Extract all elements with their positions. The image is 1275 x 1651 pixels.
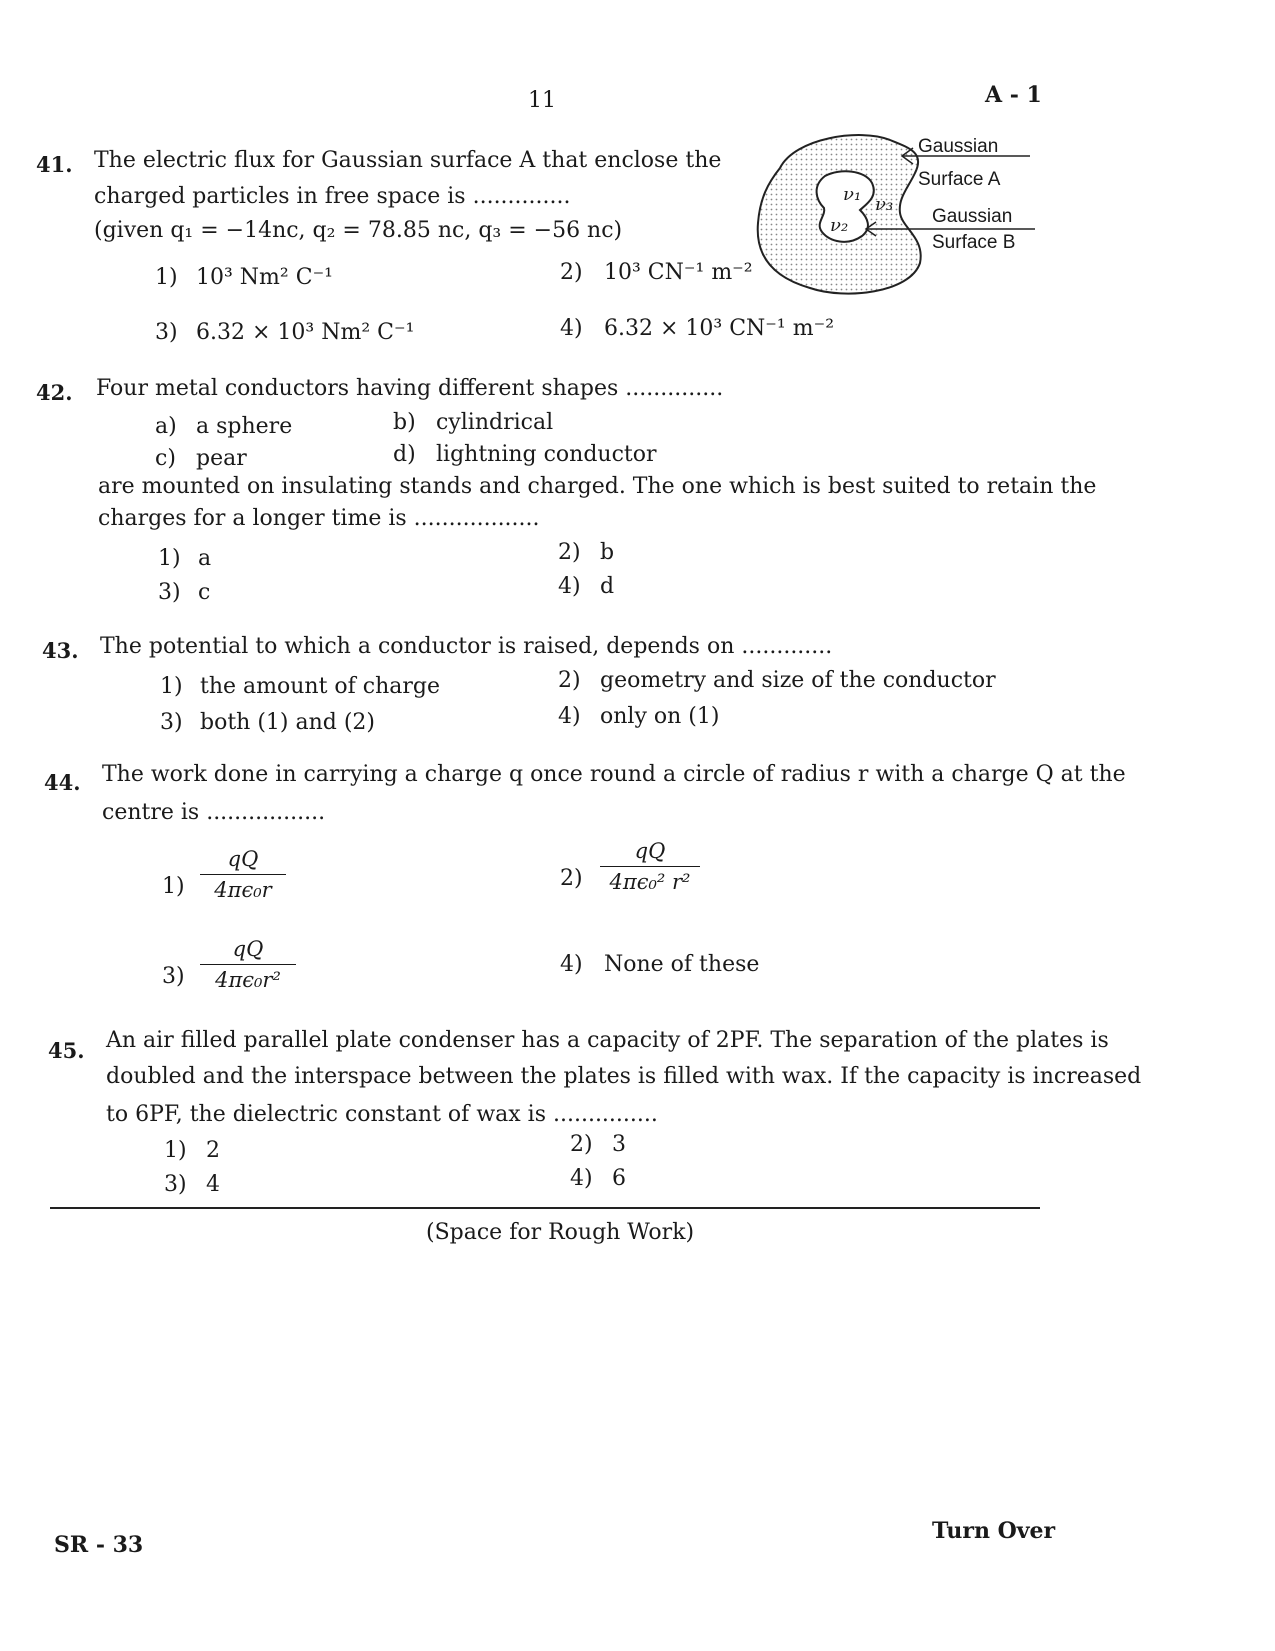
series-code: A - 1 <box>985 82 1042 108</box>
option-2: b <box>600 540 615 565</box>
option-number: 4) <box>558 574 581 599</box>
question-number: 41. <box>36 152 73 177</box>
option-4: only on (1) <box>600 704 720 729</box>
option-number: 1) <box>164 1138 187 1163</box>
option-2: geometry and size of the conductor <box>600 668 996 693</box>
option-number: 2) <box>558 540 581 565</box>
option-number: 3) <box>160 710 183 735</box>
question-text: to 6PF, the dielectric constant of wax is ............... <box>106 1102 658 1127</box>
option-2: 3 <box>612 1132 626 1157</box>
option-1: 2 <box>206 1138 220 1163</box>
question-number: 45. <box>48 1038 85 1063</box>
label-gaussian-a: Gaussian <box>918 136 999 157</box>
charge-3-label: ν₃ <box>875 194 894 215</box>
option-3: both (1) and (2) <box>200 710 376 735</box>
option-2-fraction <box>600 836 700 897</box>
question-number: 43. <box>42 638 79 663</box>
question-text: charged particles in free space is .............. <box>94 184 571 209</box>
option-1-fraction <box>200 844 286 905</box>
option-number: 1) <box>160 674 183 699</box>
sub-option-d: lightning conductor <box>436 442 657 467</box>
question-text: The potential to which a conductor is raised, depends on ............. <box>100 634 833 659</box>
question-number: 44. <box>44 770 81 795</box>
sub-option-b: cylindrical <box>436 410 554 435</box>
sub-option-label: d) <box>393 442 416 467</box>
option-1: the amount of charge <box>200 674 441 699</box>
option-4: 6.32 × 10³ CN⁻¹ m⁻² <box>604 316 835 341</box>
sub-option-label: a) <box>155 414 177 439</box>
fraction-numerator: qQ <box>227 847 259 871</box>
option-4: 6 <box>612 1166 626 1191</box>
option-number: 1) <box>158 546 181 571</box>
fraction-denominator: 4πϵ₀r² <box>215 968 281 992</box>
question-text: centre is ................. <box>102 800 326 825</box>
option-number: 2) <box>558 668 581 693</box>
question-text: The work done in carrying a charge q once round a circle of radius r with a charge Q at the <box>102 762 1126 787</box>
question-text: are mounted on insulating stands and charged. The one which is best suited to retain the <box>98 474 1097 499</box>
option-3: c <box>198 580 211 605</box>
option-number: 1) <box>155 265 178 290</box>
label-surface-a: Surface A <box>918 169 1001 190</box>
option-number: 4) <box>570 1166 593 1191</box>
fraction-numerator: qQ <box>232 937 264 961</box>
given-values: (given q₁ = −14nc, q₂ = 78.85 nc, q₃ = −56 nc) <box>94 218 623 243</box>
page-number: 11 <box>528 88 556 113</box>
option-4: d <box>600 574 615 599</box>
option-number: 4) <box>560 316 583 341</box>
option-2: 10³ CN⁻¹ m⁻² <box>604 260 753 285</box>
question-text: The electric flux for Gaussian surface A that enclose the <box>94 148 722 173</box>
option-number: 2) <box>570 1132 593 1157</box>
label-gaussian-b: Gaussian <box>932 206 1013 227</box>
option-number: 3) <box>164 1172 187 1197</box>
charge-1-label: ν₁ <box>843 184 862 205</box>
turn-over: Turn Over <box>932 1518 1056 1544</box>
sub-option-label: c) <box>155 446 176 471</box>
option-3: 4 <box>206 1172 220 1197</box>
option-4: None of these <box>604 952 760 977</box>
question-text: Four metal conductors having different shapes .............. <box>96 376 724 401</box>
question-number: 42. <box>36 380 73 405</box>
option-number: 4) <box>558 704 581 729</box>
rough-work-label: (Space for Rough Work) <box>426 1220 695 1245</box>
fraction-denominator: 4πϵ₀r <box>214 878 272 902</box>
option-1: a <box>198 546 212 571</box>
question-text: doubled and the interspace between the plates is filled with wax. If the capacity is increased <box>106 1064 1142 1089</box>
sub-option-label: b) <box>393 410 416 435</box>
option-number: 4) <box>560 952 583 977</box>
option-1: 10³ Nm² C⁻¹ <box>196 265 333 290</box>
option-number: 2) <box>560 866 583 891</box>
fraction-numerator: qQ <box>634 839 666 863</box>
option-3-fraction <box>200 934 296 995</box>
fraction-denominator: 4πϵ₀² r² <box>609 870 691 894</box>
charge-2-label: ν₂ <box>830 215 849 236</box>
option-number: 1) <box>162 874 185 899</box>
option-number: 3) <box>155 320 178 345</box>
sub-option-c: pear <box>196 446 247 471</box>
option-3: 6.32 × 10³ Nm² C⁻¹ <box>196 320 415 345</box>
label-surface-b: Surface B <box>932 232 1016 253</box>
sub-option-a: a sphere <box>196 414 293 439</box>
divider <box>50 1207 1040 1209</box>
option-number: 3) <box>162 964 185 989</box>
question-text: charges for a longer time is .................. <box>98 506 540 531</box>
question-text: An air filled parallel plate condenser has a capacity of 2PF. The separation of the plates is <box>106 1028 1109 1053</box>
footer-code: SR - 33 <box>54 1532 144 1558</box>
option-number: 2) <box>560 260 583 285</box>
option-number: 3) <box>158 580 181 605</box>
